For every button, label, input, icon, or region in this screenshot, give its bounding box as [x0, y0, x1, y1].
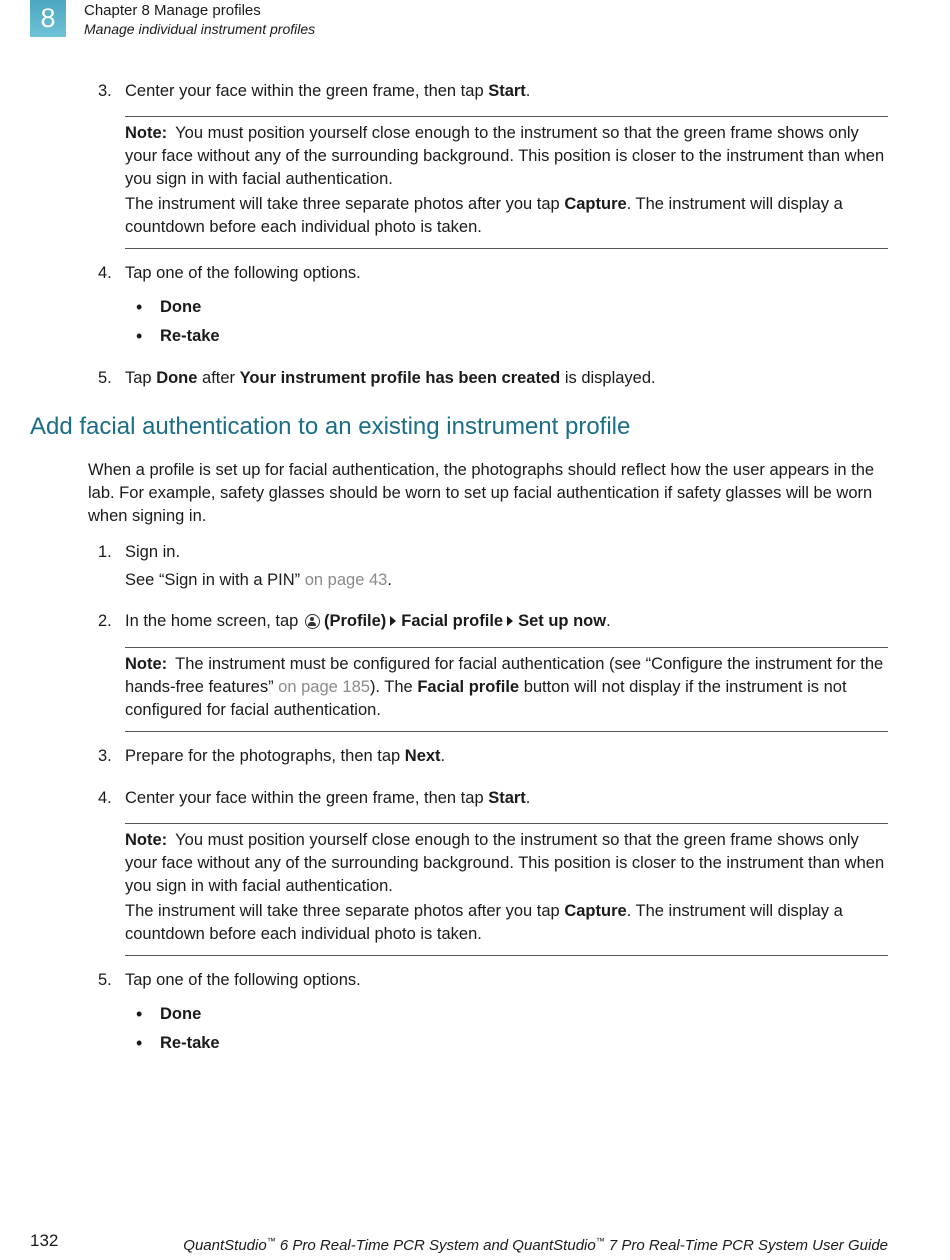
step-text: Prepare for the photographs, then tap Next. — [125, 747, 446, 765]
page-number: 132 — [30, 1231, 59, 1250]
step-number: 4. — [98, 264, 112, 282]
step-text: In the home screen, tap (Profile) Facial profile Set up now. — [125, 612, 611, 630]
note-label: Note: — [125, 124, 168, 142]
step-see-also: See “Sign in with a PIN” on page 43. — [125, 571, 392, 589]
note-box-2: Note: The instrument must be configured for facial authentication (see “Configure the instrument for the hands-free features” on page 185). The Facial profile button will not display if the instrument is not configured for facial authentication. — [125, 647, 888, 732]
step-number: 3. — [98, 82, 112, 100]
page-link-185[interactable]: on page 185 — [278, 678, 370, 696]
step-text: Tap one of the following options. — [125, 971, 361, 989]
step-text: Tap Done after Your instrument profile has been created is displayed. — [125, 369, 656, 387]
chapter-header — [84, 1, 315, 39]
note-box-1: Note: You must position yourself close enough to the instrument so that the green frame shows only your face without any of the surrounding background. This position is closer to the instrument than when you sign in with facial authentication. The instrument will take three separate photos after you tap Capture. The instrument will display a countdown before each individual photo is taken. — [125, 116, 888, 249]
step-number: 5. — [98, 369, 112, 387]
step-number: 4. — [98, 789, 112, 807]
profile-icon — [305, 614, 320, 629]
arrow-right-icon — [507, 616, 513, 626]
step-text: Tap one of the following options. — [125, 264, 361, 282]
step-text: Center your face within the green frame, then tap Start. — [125, 82, 531, 100]
step-text: Sign in. — [125, 543, 181, 561]
note-label: Note: — [125, 831, 168, 849]
step-number: 2. — [98, 612, 112, 630]
chapter-tab: 8 — [30, 0, 66, 37]
chapter-label: Chapter 8 — [84, 2, 150, 19]
page-link-43[interactable]: on page 43 — [304, 571, 388, 589]
arrow-right-icon — [390, 616, 396, 626]
footer-title: QuantStudio™ 6 Pro Real-Time PCR System and QuantStudio™ 7 Pro Real-Time PCR System User Guide — [183, 1236, 888, 1254]
section-intro: When a profile is set up for facial authentication, the photographs should reflect how the user appears in the lab. For example, safety glasses should be worn to set up facial authentication if safety glasses will be worn when signing in. — [88, 461, 875, 525]
note-box-3: Note: You must position yourself close enough to the instrument so that the green frame shows only your face without any of the surrounding background. This position is closer to the instrument than when you sign in with facial authentication. The instrument will take three separate photos after you tap Capture. The instrument will display a countdown before each individual photo is taken. — [125, 823, 888, 956]
chapter-title: Manage profiles — [154, 2, 261, 19]
step-number: 3. — [98, 747, 112, 765]
note-text: You must position yourself close enough to the instrument so that the green frame shows only your face without any of the surrounding background. This position is closer to the instrument than when you sign in with facial authentication. — [125, 124, 885, 188]
section-heading: Add facial authentication to an existing instrument profile — [30, 413, 631, 440]
note-text: You must position yourself close enough to the instrument so that the green frame shows only your face without any of the surrounding background. This position is closer to the instrument than when you sign in with facial authentication. — [125, 831, 885, 895]
step-number: 1. — [98, 543, 112, 561]
step-number: 5. — [98, 971, 112, 989]
step-text: Center your face within the green frame, then tap Start. — [125, 789, 531, 807]
note-label: Note: — [125, 655, 168, 673]
chapter-section: Manage individual instrument profiles — [84, 21, 316, 37]
